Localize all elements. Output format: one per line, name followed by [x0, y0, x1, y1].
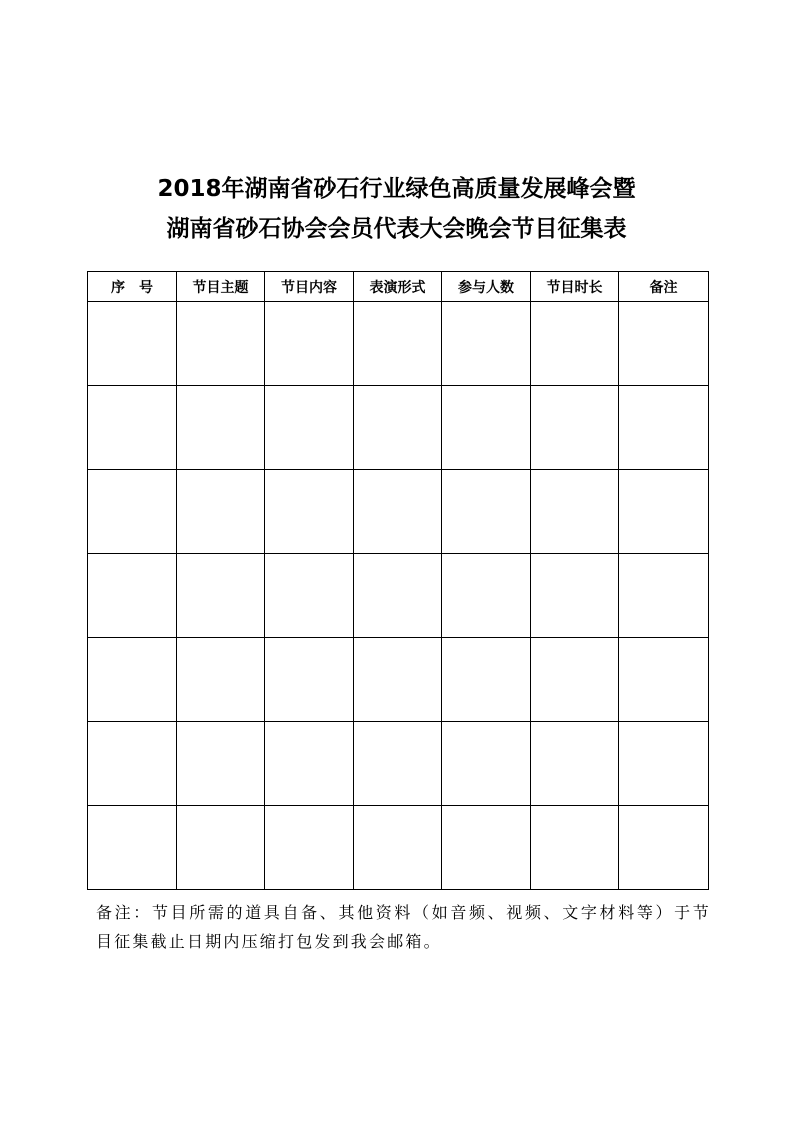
header-program-theme: 节目主题	[177, 272, 265, 302]
table-cell[interactable]	[88, 638, 177, 722]
table-cell[interactable]	[442, 470, 531, 554]
table-cell[interactable]	[619, 302, 709, 386]
table-row	[88, 386, 709, 470]
table-cell[interactable]	[531, 554, 619, 638]
table-cell[interactable]	[619, 722, 709, 806]
table-cell[interactable]	[442, 638, 531, 722]
table-row	[88, 806, 709, 890]
table-cell[interactable]	[265, 638, 354, 722]
table-cell[interactable]	[354, 806, 442, 890]
table-row	[88, 302, 709, 386]
table-cell[interactable]	[354, 638, 442, 722]
header-program-duration: 节目时长	[531, 272, 619, 302]
header-participant-count: 参与人数	[442, 272, 531, 302]
header-performance-form: 表演形式	[354, 272, 442, 302]
table-cell[interactable]	[265, 470, 354, 554]
table-cell[interactable]	[177, 302, 265, 386]
table-cell[interactable]	[531, 302, 619, 386]
table-cell[interactable]	[442, 722, 531, 806]
table-cell[interactable]	[442, 554, 531, 638]
table-cell[interactable]	[442, 386, 531, 470]
table-row	[88, 638, 709, 722]
program-collection-table	[87, 271, 709, 890]
table-cell[interactable]	[619, 470, 709, 554]
table-cell[interactable]	[619, 554, 709, 638]
table-cell[interactable]	[619, 386, 709, 470]
table-row	[88, 470, 709, 554]
table-cell[interactable]	[88, 806, 177, 890]
table-cell[interactable]	[265, 386, 354, 470]
table-cell[interactable]	[88, 302, 177, 386]
table-cell[interactable]	[354, 386, 442, 470]
table-cell[interactable]	[442, 806, 531, 890]
table-cell[interactable]	[531, 722, 619, 806]
table-cell[interactable]	[354, 470, 442, 554]
table-row	[88, 722, 709, 806]
footnote-remarks: 备注：节目所需的道具自备、其他资料（如音频、视频、文字材料等）于节目征集截止日期内压缩打包发到我会邮箱。	[96, 903, 711, 951]
table-cell[interactable]	[354, 722, 442, 806]
table-cell[interactable]	[177, 638, 265, 722]
table-row	[88, 554, 709, 638]
table-cell[interactable]	[265, 806, 354, 890]
table-header-row	[88, 272, 709, 302]
table-cell[interactable]	[88, 470, 177, 554]
table-cell[interactable]	[177, 470, 265, 554]
table-cell[interactable]	[531, 470, 619, 554]
header-serial-number: 序 号	[88, 272, 177, 302]
table-cell[interactable]	[88, 722, 177, 806]
table-cell[interactable]	[354, 302, 442, 386]
table-cell[interactable]	[531, 638, 619, 722]
table-cell[interactable]	[177, 386, 265, 470]
table-cell[interactable]	[88, 554, 177, 638]
table-cell[interactable]	[177, 722, 265, 806]
table-cell[interactable]	[531, 386, 619, 470]
table-cell[interactable]	[88, 386, 177, 470]
table-cell[interactable]	[177, 806, 265, 890]
table-cell[interactable]	[619, 638, 709, 722]
table-cell[interactable]	[177, 554, 265, 638]
table-cell[interactable]	[531, 806, 619, 890]
table-cell[interactable]	[265, 302, 354, 386]
document-title-line-2: 湖南省砂石协会会员代表大会晚会节目征集表	[166, 216, 627, 242]
header-program-content: 节目内容	[265, 272, 354, 302]
table-cell[interactable]	[619, 806, 709, 890]
table-cell[interactable]	[354, 554, 442, 638]
table-cell[interactable]	[265, 554, 354, 638]
table-cell[interactable]	[442, 302, 531, 386]
header-remarks: 备注	[619, 272, 709, 302]
table-cell[interactable]	[265, 722, 354, 806]
document-title-line-1: 2018年湖南省砂石行业绿色高质量发展峰会暨	[157, 176, 636, 202]
